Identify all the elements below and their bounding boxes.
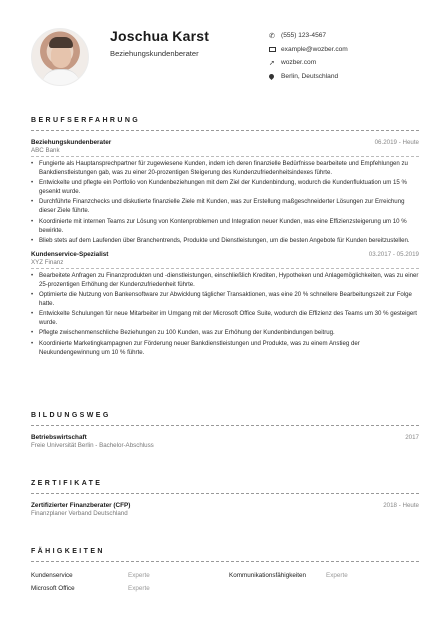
job-entry — [31, 139, 419, 246]
certificate-entry — [31, 502, 419, 517]
link-icon — [269, 59, 281, 67]
skill-name: Kommunikationsfähigkeiten — [229, 572, 307, 579]
section-heading: BILDUNGSWEG — [31, 412, 111, 419]
job-date: 03.2017 - 05.2019 — [368, 250, 419, 258]
list-item: • Durchführte Finanzchecks und diskutierte finanzielle Ziele mit Kunden, was zur Erstellung maßgeschneiderter Lösungen zur Erreichung dieser Ziele führte. — [31, 198, 419, 216]
education-section — [31, 412, 419, 449]
certificate-issuer: Finanzplaner Verband Deutschland — [31, 510, 128, 517]
list-item: • Koordinierte mit internen Teams zur Lösung von Kontenproblemen und Integration neuer Kunden, was eine Effizienzsteigerung um 10 % bewirkte. — [31, 218, 419, 236]
degree-title: Betriebswirtschaft — [31, 434, 87, 441]
section-divider — [31, 561, 419, 562]
contact-location: Berlin, Deutschland — [269, 70, 439, 84]
contact-email[interactable]: example@wozber.com — [269, 43, 439, 57]
candidate-name: Joschua Karst — [110, 28, 210, 44]
job-bullets — [31, 160, 419, 246]
list-item: • Entwickelte und pflegte ein Portfolio von Kundenbeziehungen mit dem Ziel der Kundenbindung, wodurch die Kundenfluktuation um 15 % gesenkt wurde. — [31, 179, 419, 197]
list-item: • Blieb stets auf dem Laufenden über Branchentrends, Produkte und Dienstleistungen, um die besten Angebote für Kunden bereitzustellen. — [31, 237, 419, 246]
list-item: • Optimierte die Nutzung von Bankensoftware zur Abwicklung täglicher Transaktionen, was eine 20 % schnellere Bearbeitungszeit zur Folge hatte. — [31, 291, 419, 309]
section-heading: FÄHIGKEITEN — [31, 548, 105, 555]
education-entry — [31, 434, 419, 449]
skill-level: Experte — [128, 585, 150, 592]
job-date: 06.2019 - Heute — [374, 139, 419, 146]
certificates-section — [31, 480, 419, 517]
skill-level: Experte — [128, 572, 150, 579]
contact-list — [269, 29, 439, 83]
candidate-title: Beziehungskundenberater — [110, 49, 199, 58]
job-company: ABC Bank — [31, 147, 60, 154]
contact-phone: ✆ (555) 123-4567 — [269, 29, 439, 43]
skill-name: Microsoft Office — [31, 585, 75, 592]
list-item: • Koordinierte Marketingkampagnen zur Förderung neuer Bankdienstleistungen und Produkte, was zu einem Anstieg der Neukundengewinnung um 10 % führte. — [31, 340, 419, 358]
experience-section — [31, 117, 419, 359]
entry-divider — [31, 156, 419, 157]
section-heading: ZERTIFIKATE — [31, 480, 103, 487]
phone-icon — [269, 32, 281, 40]
section-divider — [31, 425, 419, 426]
profile-photo — [31, 28, 89, 86]
contact-website[interactable]: ➚ wozber.com — [269, 56, 439, 70]
certificate-title: Zertifizierter Finanzberater (CFP) — [31, 502, 131, 509]
education-institution: Freie Universität Berlin - Bachelor-Abschluss — [31, 442, 154, 449]
skills-grid — [31, 572, 419, 592]
job-title: Kundenservice-Spezialist — [31, 250, 109, 258]
job-company: XYZ Finanz — [31, 258, 64, 266]
skill-name: Kundenservice — [31, 572, 73, 579]
job-entry — [31, 251, 419, 358]
section-divider — [31, 130, 419, 131]
list-item: • Entwickelte Schulungen für neue Mitarbeiter im Umgang mit der Microsoft Office Suite, wodurch die Effizienz des Teams um 30 % gesteigert wurde. — [31, 310, 419, 328]
entry-divider — [31, 268, 419, 269]
job-bullets — [31, 272, 419, 358]
resume-header — [0, 0, 448, 110]
list-item: • Fungierte als Hauptansprechpartner für zugewiesene Kunden, indem ich deren finanzielle Bedürfnisse bearbeitete und Empfehlungen zu Bankdienstleistungen gab, was zu einer 20-prozentigen Steigerung des Kundenzufriedenheitsindexes führte. — [31, 160, 419, 178]
certificate-date: 2018 - Heute — [383, 502, 419, 509]
job-title: Beziehungskundenberater — [31, 139, 112, 146]
education-date: 2017 — [405, 434, 419, 441]
section-heading: BERUFSERFAHRUNG — [31, 117, 141, 124]
skill-level: Experte — [326, 572, 348, 579]
list-item: • Bearbeitete Anfragen zu Finanzprodukten und -dienstleistungen, einschließlich Krediten, Hypotheken und Anlagemöglichkeiten, was zu einer 25-prozentigen Erhöhung der Kundenzufriedenheit führte. — [31, 272, 419, 290]
list-item: • Pflegte zwischenmenschliche Beziehungen zu 100 Kunden, was zur Erhöhung der Kundenbindungen beitrug. — [31, 329, 419, 338]
mail-icon — [269, 47, 281, 52]
skills-section — [31, 548, 419, 592]
section-divider — [31, 493, 419, 494]
location-icon — [269, 74, 281, 79]
